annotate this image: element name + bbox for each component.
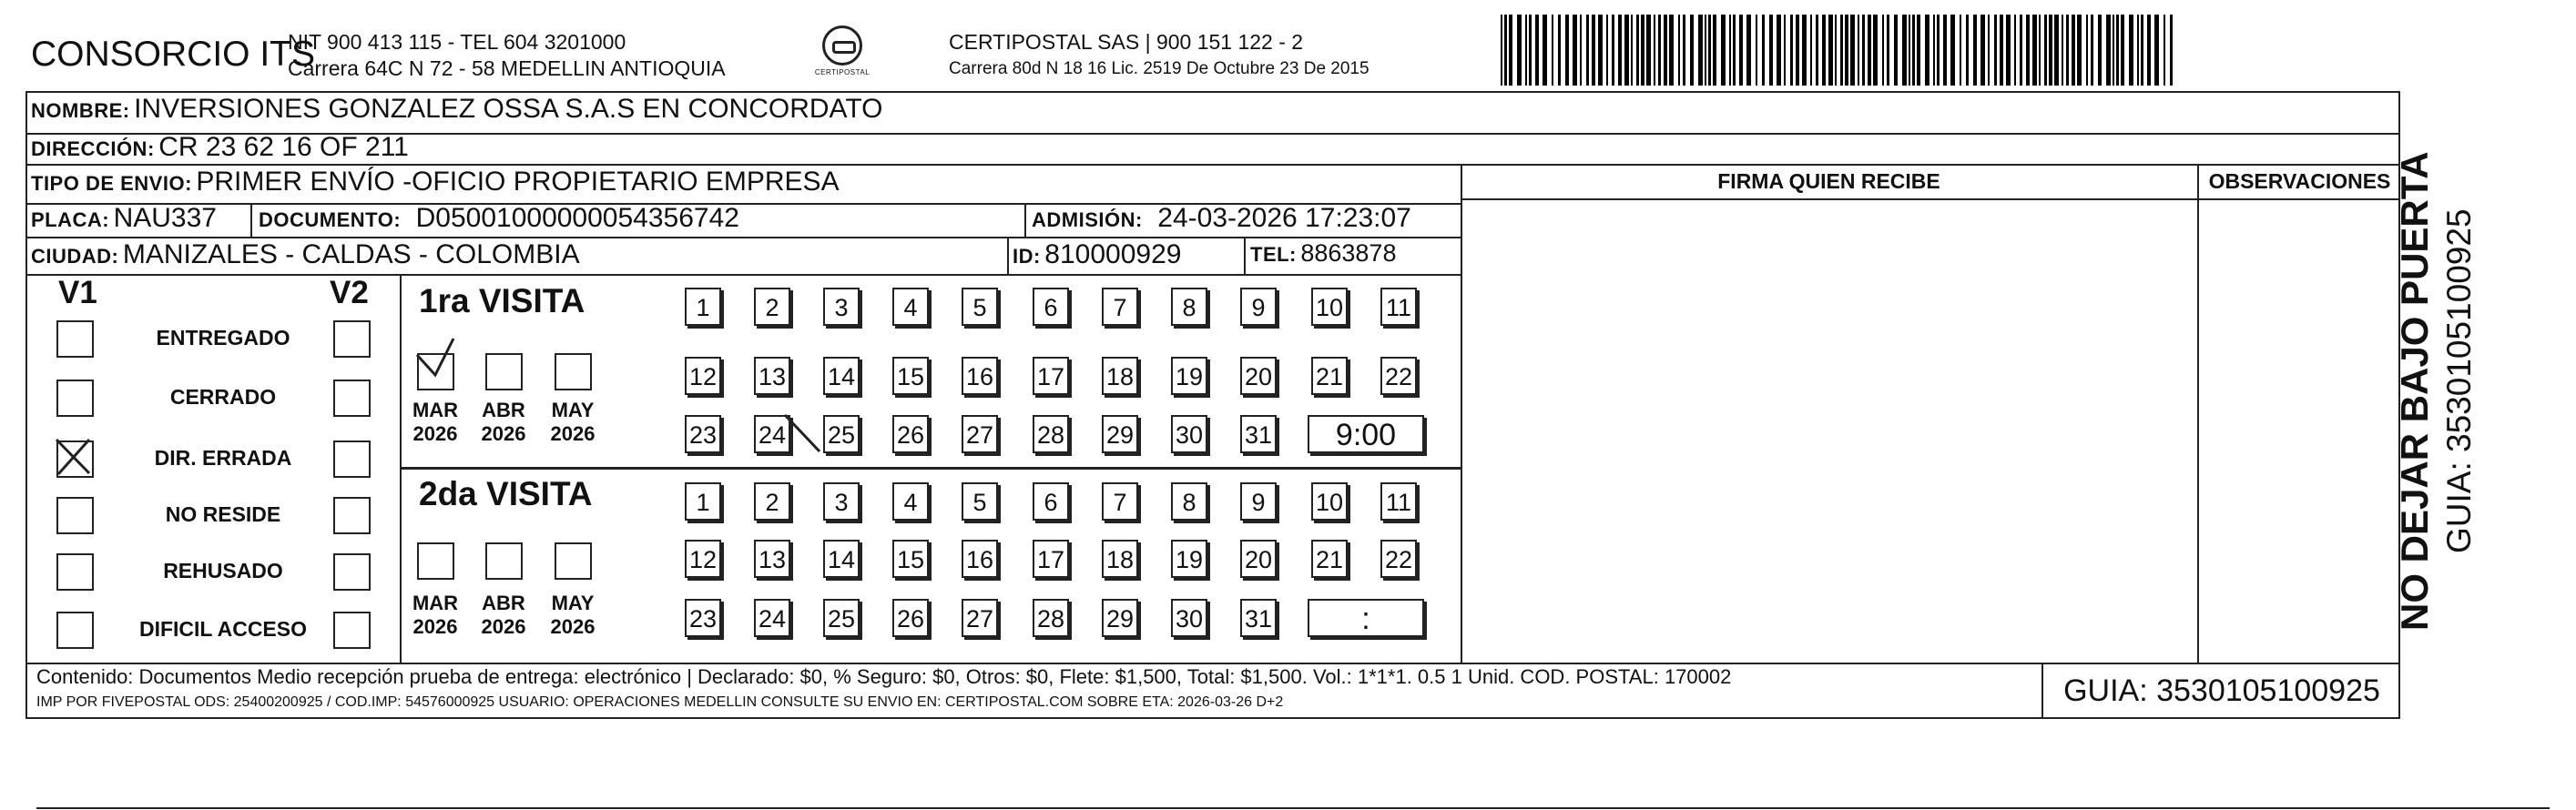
observaciones-header: OBSERVACIONES — [2208, 169, 2391, 193]
day-box[interactable]: 9 — [1240, 482, 1277, 521]
month-name: ABR — [482, 592, 525, 614]
day-box[interactable]: 4 — [892, 288, 929, 326]
day-box[interactable]: 18 — [1102, 357, 1138, 395]
day-box[interactable]: 17 — [1033, 357, 1069, 395]
v2-header: V2 — [330, 275, 369, 310]
tipo-envio-value: PRIMER ENVÍO -OFICIO PROPIETARIO EMPRESA — [196, 167, 840, 197]
day-box[interactable]: 18 — [1102, 540, 1138, 578]
month-name: MAY — [551, 399, 595, 421]
month-name: ABR — [482, 399, 525, 421]
day-box[interactable]: 8 — [1171, 482, 1207, 521]
day-box[interactable]: 13 — [754, 357, 790, 395]
footer-contenido: Contenido: Documentos Medio recepción prueba de entrega: electrónico | Declarado: $0, % Seguro: $0, Otros: $0, Flete: $1,500, Total: $1,500. Vol.: 1*1*1. 0.5 1 Unid. COD. POSTAL: 170002 — [36, 665, 1732, 688]
day-box[interactable]: 3 — [823, 288, 860, 326]
day-box[interactable]: 11 — [1380, 288, 1417, 326]
day-box[interactable]: 8 — [1171, 288, 1207, 326]
direccion-label: DIRECCIÓN: — [31, 137, 155, 160]
footer-imp: IMP POR FIVEPOSTAL ODS: 25400200925 / COD.IMP: 54576000925 USUARIO: OPERACIONES MEDELLIN CONSULTE SU ENVIO EN: CERTIPOSTAL.COM SOBRE ETA: 2026-03-26 D+2 — [36, 694, 1284, 710]
day-box[interactable]: 22 — [1380, 540, 1417, 578]
carrier-license: Carrera 80d N 18 16 Lic. 2519 De Octubre 23 De 2015 — [949, 59, 1369, 78]
day-box[interactable]: 26 — [892, 415, 929, 453]
v1-header: V1 — [58, 275, 97, 310]
day-box[interactable]: 6 — [1033, 482, 1069, 521]
dir-errada-checkmark — [56, 440, 89, 474]
day-25-strikeout — [785, 415, 820, 451]
day-box[interactable]: 31 — [1240, 415, 1277, 453]
day-box[interactable]: 14 — [823, 357, 860, 395]
day-box[interactable]: 15 — [892, 357, 929, 395]
day-box[interactable]: 28 — [1033, 415, 1069, 453]
day-box[interactable]: 16 — [962, 357, 998, 395]
day-box[interactable]: 25 — [823, 415, 860, 453]
month-year: 2026 — [550, 615, 596, 638]
day-box[interactable]: 29 — [1102, 415, 1138, 453]
status-label: NO RESIDE — [165, 502, 281, 526]
day-box[interactable]: 10 — [1311, 288, 1348, 326]
day-box[interactable]: 29 — [1102, 599, 1138, 637]
second-visit-title: 2da VISITA — [419, 475, 593, 512]
time-field[interactable]: 9:00 — [1308, 415, 1424, 453]
day-box[interactable]: 12 — [685, 357, 721, 395]
day-box[interactable]: 6 — [1033, 288, 1069, 326]
month-year: 2026 — [412, 615, 458, 638]
direccion-value: CR 23 62 16 OF 211 — [158, 132, 409, 162]
day-box[interactable]: 3 — [823, 482, 860, 521]
day-box[interactable]: 2 — [754, 482, 790, 521]
month-year: 2026 — [481, 615, 526, 638]
day-box[interactable]: 28 — [1033, 599, 1069, 637]
placa-value: NAU337 — [113, 203, 217, 233]
day-box[interactable]: 23 — [685, 599, 721, 637]
day-box[interactable]: 24 — [754, 415, 790, 453]
side-guia-number: GUIA: 3530105100925 — [2440, 208, 2478, 553]
status-label: DIFICIL ACCESO — [138, 617, 307, 641]
day-box[interactable]: 20 — [1240, 540, 1277, 578]
day-box[interactable]: 7 — [1102, 482, 1138, 521]
mar-checkmark — [417, 339, 453, 375]
firma-header: FIRMA QUIEN RECIBE — [1717, 169, 1940, 193]
day-box[interactable]: 15 — [892, 540, 929, 578]
status-label: ENTREGADO — [156, 326, 290, 349]
day-box[interactable]: 22 — [1380, 357, 1417, 395]
day-box[interactable]: 5 — [962, 482, 998, 521]
ciudad-value: MANIZALES - CALDAS - COLOMBIA — [122, 239, 580, 269]
month-name: MAR — [412, 399, 459, 421]
tel-label: TEL: — [1250, 243, 1297, 266]
day-box[interactable]: 16 — [962, 540, 998, 578]
company-name: CONSORCIO ITS — [31, 35, 316, 74]
day-box[interactable]: 30 — [1171, 599, 1207, 637]
logo-text: CERTIPOSTAL — [814, 68, 871, 76]
day-box[interactable]: 1 — [685, 482, 721, 521]
day-box[interactable]: 11 — [1380, 482, 1417, 521]
status-label: DIR. ERRADA — [154, 446, 292, 470]
status-label: CERRADO — [169, 385, 277, 409]
day-box[interactable]: 2 — [754, 288, 790, 326]
day-box[interactable]: 4 — [892, 482, 929, 521]
day-box[interactable]: 21 — [1311, 357, 1348, 395]
day-box[interactable]: 1 — [685, 288, 721, 326]
first-visit-title: 1ra VISITA — [419, 282, 585, 319]
documento-value: D05001000000054356742 — [415, 203, 739, 233]
day-box[interactable]: 27 — [962, 415, 998, 453]
company-nit: NIT 900 413 115 - TEL 604 3201000 — [288, 30, 626, 54]
status-label: REHUSADO — [163, 559, 283, 582]
day-box[interactable]: 5 — [962, 288, 998, 326]
day-box[interactable]: 19 — [1171, 357, 1207, 395]
day-box[interactable]: 26 — [892, 599, 929, 637]
admision-label: ADMISIÓN: — [1032, 208, 1143, 231]
day-box[interactable]: 12 — [685, 540, 721, 578]
month-name: MAY — [551, 592, 595, 614]
carrier-name: CERTIPOSTAL SAS | 900 151 122 - 2 — [949, 30, 1304, 54]
day-box[interactable]: 9 — [1240, 288, 1277, 326]
admision-value: 24-03-2026 17:23:07 — [1157, 203, 1411, 233]
placa-label: PLACA: — [31, 208, 110, 231]
day-box[interactable]: 30 — [1171, 415, 1207, 453]
month-year: 2026 — [412, 422, 458, 445]
day-box[interactable]: 14 — [823, 540, 860, 578]
day-box[interactable]: 20 — [1240, 357, 1277, 395]
day-box[interactable]: 7 — [1102, 288, 1138, 326]
tipo-envio-label: TIPO DE ENVIO: — [31, 172, 192, 195]
id-value: 810000929 — [1044, 239, 1182, 269]
day-box[interactable]: 10 — [1311, 482, 1348, 521]
ciudad-label: CIUDAD: — [31, 245, 119, 268]
month-year: 2026 — [550, 422, 596, 445]
no-dejar-warning: NO DEJAR BAJO PUERTA — [2393, 151, 2436, 631]
day-box[interactable]: 27 — [962, 599, 998, 637]
tel-value: 8863878 — [1300, 239, 1397, 267]
company-address: Carrera 64C N 72 - 58 MEDELLIN ANTIOQUIA — [288, 56, 726, 80]
day-box[interactable]: 21 — [1311, 540, 1348, 578]
id-label: ID: — [1013, 245, 1041, 268]
nombre-label: NOMBRE: — [31, 99, 130, 122]
month-name: MAR — [412, 592, 459, 614]
footer-guia: GUIA: 3530105100925 — [2063, 673, 2380, 708]
documento-label: DOCUMENTO: — [259, 208, 402, 231]
time-field[interactable]: : — [1308, 599, 1424, 637]
day-box[interactable]: 23 — [685, 415, 721, 453]
day-box[interactable]: 31 — [1240, 599, 1277, 637]
day-box[interactable]: 13 — [754, 540, 790, 578]
month-year: 2026 — [481, 422, 526, 445]
day-box[interactable]: 25 — [823, 599, 860, 637]
day-box[interactable]: 19 — [1171, 540, 1207, 578]
nombre-value: INVERSIONES GONZALEZ OSSA S.A.S EN CONCORDATO — [134, 94, 883, 124]
day-box[interactable]: 17 — [1033, 540, 1069, 578]
day-box[interactable]: 24 — [754, 599, 790, 637]
